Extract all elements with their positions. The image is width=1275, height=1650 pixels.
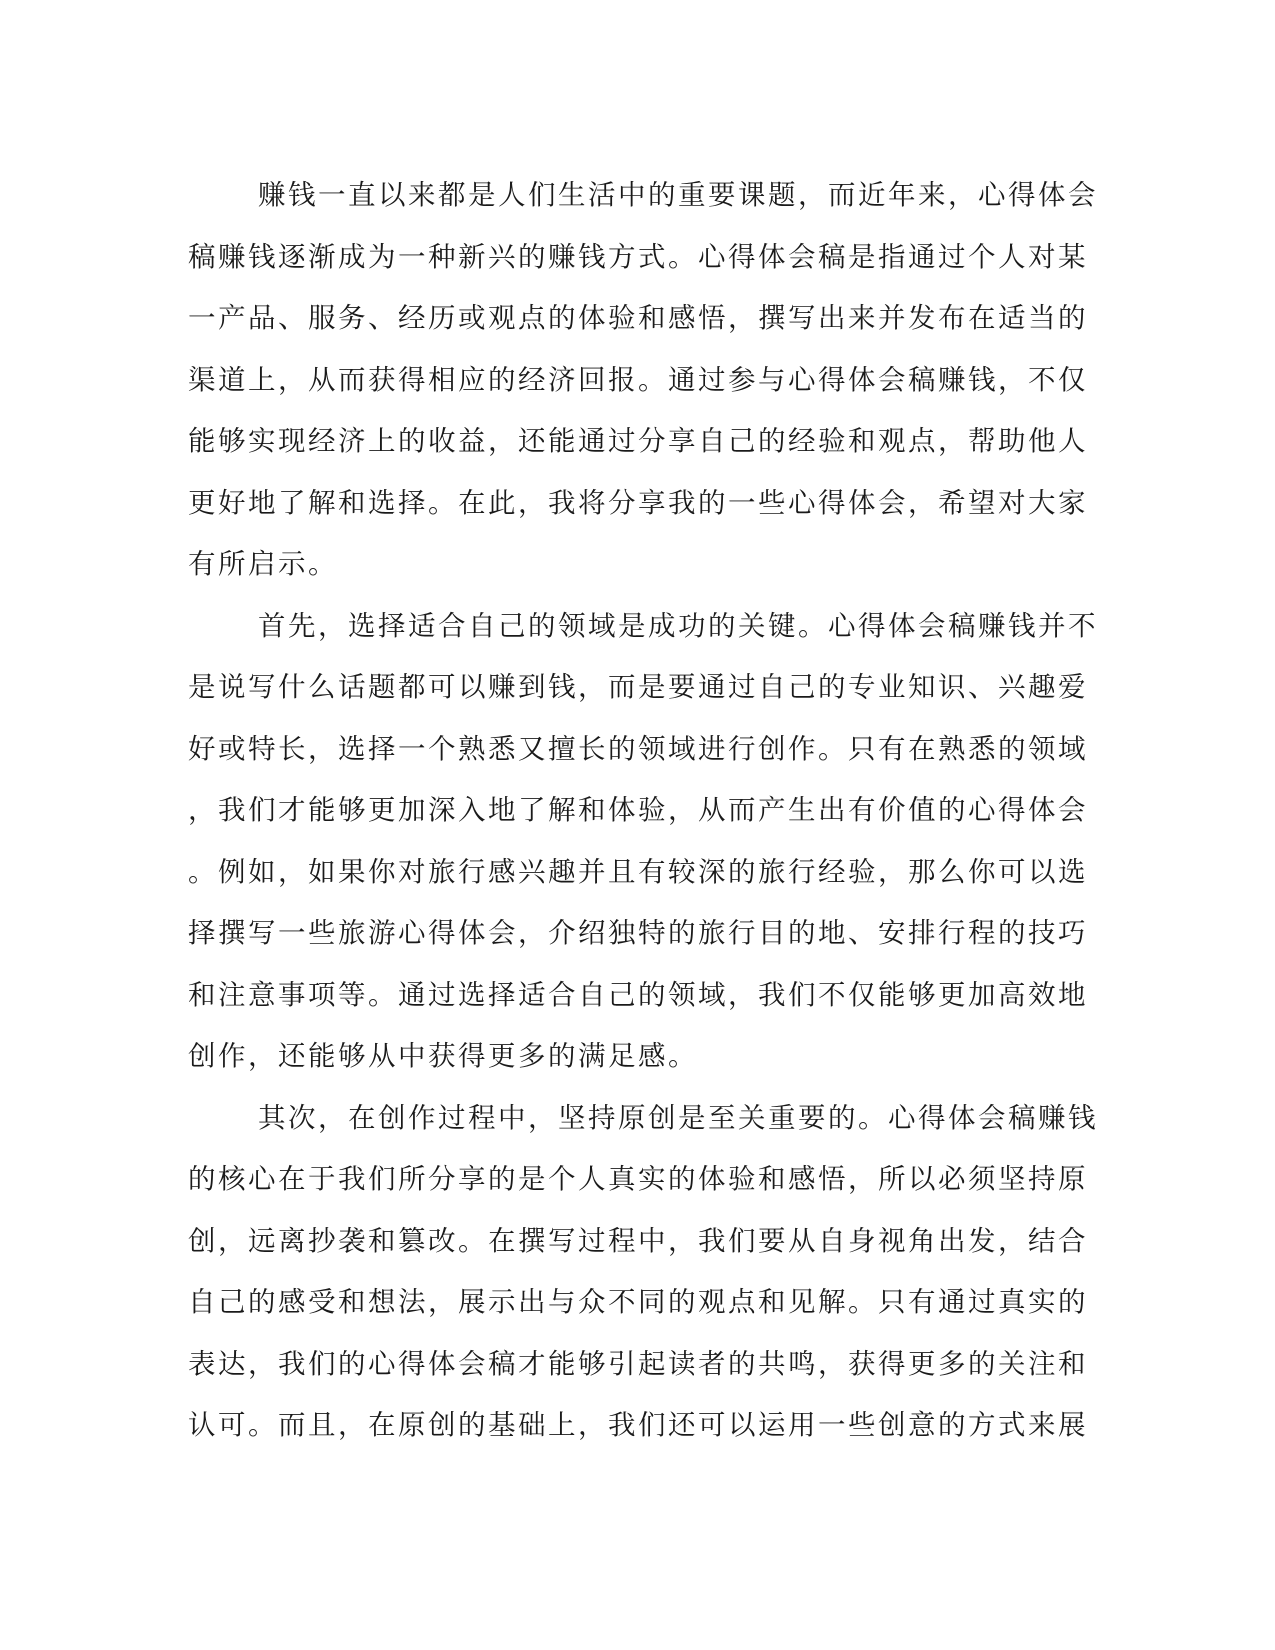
paragraph-3-line-1: 其次，在创作过程中，坚持原创是至关重要的。心得体会稿赚钱 [258, 1101, 1098, 1134]
paragraph-3-line-3: 创，远离抄袭和篡改。在撰写过程中，我们要从自身视角出发，结合 [188, 1224, 1088, 1257]
paragraph-3-line-2: 的核心在于我们所分享的是个人真实的体验和感悟，所以必须坚持原 [188, 1163, 1088, 1195]
paragraph-2-line-4: ，我们才能够更加深入地了解和体验，从而产生出有价值的心得体会 [188, 794, 1088, 826]
paragraph-2-line-8: 创作，还能够从中获得更多的满足感。 [188, 1040, 698, 1072]
paragraph-1-line-3: 一产品、服务、经历或观点的体验和感悟，撰写出来并发布在适当的 [188, 302, 1088, 334]
paragraph-2-line-1: 首先，选择适合自己的领域是成功的关键。心得体会稿赚钱并不 [258, 609, 1098, 642]
paragraph-2-line-6: 择撰写一些旅游心得体会，介绍独特的旅行目的地、安排行程的技巧 [188, 917, 1088, 949]
paragraph-3-line-4: 自己的感受和想法，展示出与众不同的观点和见解。只有通过真实的 [188, 1286, 1088, 1318]
paragraph-2-line-7: 和注意事项等。通过选择适合自己的领域，我们不仅能够更加高效地 [188, 978, 1088, 1011]
paragraph-1-line-1: 赚钱一直以来都是人们生活中的重要课题，而近年来，心得体会 [258, 179, 1098, 211]
paragraph-3-line-5: 表达，我们的心得体会稿才能够引起读者的共鸣，获得更多的关注和 [188, 1347, 1088, 1380]
paragraph-2-line-5: 。例如，如果你对旅行感兴趣并且有较深的旅行经验，那么你可以选 [188, 855, 1088, 888]
paragraph-2-line-2: 是说写什么话题都可以赚到钱，而是要通过自己的专业知识、兴趣爱 [188, 671, 1088, 703]
paragraph-1-line-2: 稿赚钱逐渐成为一种新兴的赚钱方式。心得体会稿是指通过个人对某 [188, 240, 1088, 273]
paragraph-3-line-6: 认可。而且，在原创的基础上，我们还可以运用一些创意的方式来展 [188, 1409, 1088, 1441]
paragraph-1-line-4: 渠道上，从而获得相应的经济回报。通过参与心得体会稿赚钱，不仅 [188, 363, 1088, 396]
paragraph-1-line-6: 更好地了解和选择。在此，我将分享我的一些心得体会，希望对大家 [188, 486, 1088, 519]
document-body [188, 165, 1098, 1457]
paragraph-2-line-3: 好或特长，选择一个熟悉又擅长的领域进行创作。只有在熟悉的领域 [188, 732, 1088, 765]
paragraph-1-line-7: 有所启示。 [188, 548, 338, 580]
paragraph-1-line-5: 能够实现经济上的收益，还能通过分享自己的经验和观点，帮助他人 [188, 425, 1088, 457]
